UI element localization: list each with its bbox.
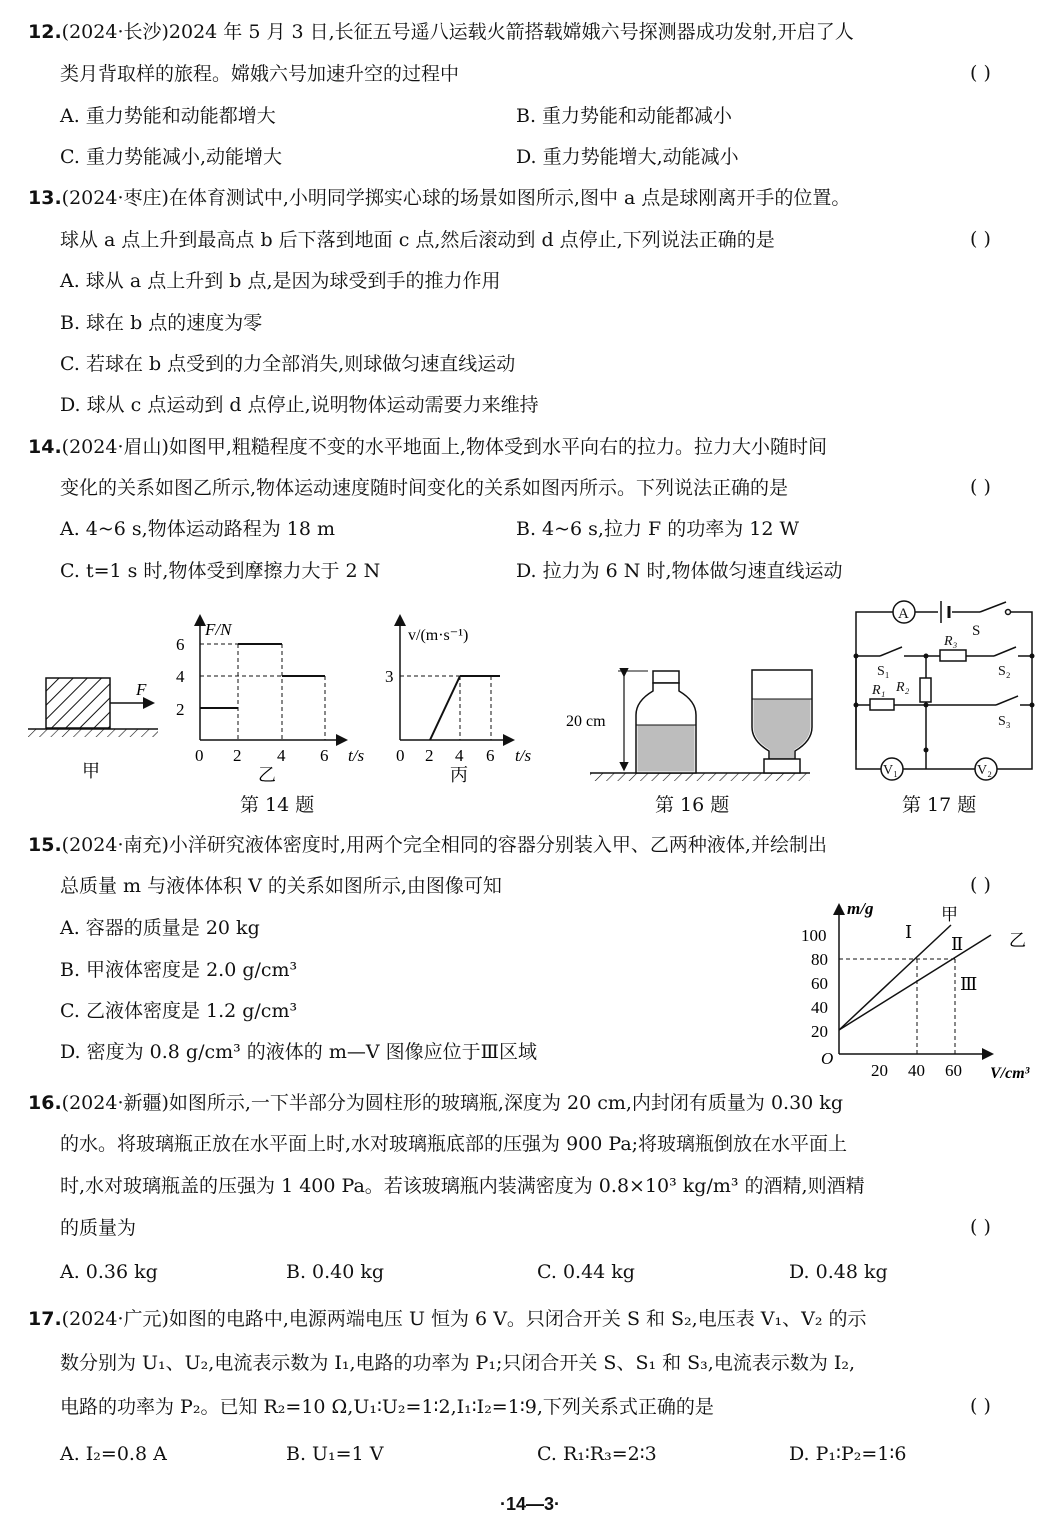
- q14-line1: [28, 435, 827, 459]
- q16-text-2: 的水。将玻璃瓶正放在水平面上时,水对玻璃瓶底部的压强为 900 Pa;将玻璃瓶倒放在水平面上: [60, 1133, 848, 1155]
- f-ytick-6: 6: [176, 635, 185, 654]
- m-ytick-20: 20: [811, 1022, 828, 1041]
- q12-option-a: A. 重力势能和动能都增大: [60, 105, 276, 127]
- fig-bing-label: 丙: [450, 765, 468, 785]
- m-xtick-40: 40: [908, 1061, 925, 1080]
- ammeter-label: A: [898, 606, 909, 622]
- m-origin: O: [821, 1049, 834, 1068]
- m-ytick-100: 100: [801, 926, 827, 945]
- q14-option-b: B. 4~6 s,拉力 F 的功率为 12 W: [516, 518, 800, 540]
- q16-number: 16.: [28, 1092, 62, 1114]
- caption-fig17: 第 17 题: [902, 794, 977, 816]
- q17-line1: [28, 1307, 866, 1331]
- fig-jia: [28, 678, 158, 781]
- fig16-bottles: [566, 670, 812, 781]
- q14-option-c: C. t=1 s 时,物体受到摩擦力大于 2 N: [60, 560, 381, 582]
- f-xtick-4: 4: [277, 746, 286, 765]
- fig-yi-F-t-chart: [176, 617, 364, 785]
- q13-option-c: C. 若球在 b 点受到的力全部消失,则球做匀速直线运动: [60, 353, 516, 375]
- q16-option-d: D. 0.48 kg: [789, 1261, 888, 1283]
- q16-text-4: 的质量为: [60, 1217, 137, 1239]
- water-inverted: [754, 699, 811, 758]
- v-ylabel: v/(m·s⁻¹): [408, 627, 469, 644]
- height-label: 20 cm: [566, 713, 606, 730]
- f-xtick-2: 2: [233, 746, 242, 765]
- m-xtick-20: 20: [871, 1061, 888, 1080]
- line-jia-label: 甲: [941, 905, 958, 924]
- q12-line1: [28, 20, 854, 44]
- f-series: [200, 644, 325, 708]
- m-xtick-60: 60: [945, 1061, 962, 1080]
- q15-number: 15.: [28, 834, 62, 856]
- q14-answer-paren: ( ): [970, 476, 991, 498]
- q12-text-1: (2024·长沙)2024 年 5 月 3 日,长征五号遥八运载火箭搭载嫦娥六号探测器成功发射,开启了人: [61, 21, 854, 43]
- r2-label: R₂: [896, 680, 910, 695]
- q15-text-2: 总质量 m 与液体体积 V 的关系如图所示,由图像可知: [60, 875, 502, 897]
- region-I: Ⅰ: [905, 922, 913, 942]
- q17-answer-paren: ( ): [970, 1395, 991, 1417]
- fig15-m-V-graph: [795, 898, 1045, 1088]
- r3-label: R₃: [944, 634, 958, 649]
- f-xtick-0: 0: [195, 746, 204, 765]
- v1-label: V₁: [883, 763, 898, 778]
- switch-s2: [994, 647, 1016, 656]
- page-number: ·14—3·: [499, 1494, 561, 1514]
- q15-text-1: (2024·南充)小洋研究液体密度时,用两个完全相同的容器分别装入甲、乙两种液体,并绘制出: [61, 834, 827, 856]
- q13-option-b: B. 球在 b 点的速度为零: [60, 312, 263, 334]
- switch-s3-label: S₃: [998, 714, 1011, 729]
- q16-answer-paren: ( ): [970, 1216, 991, 1238]
- figures-row: [0, 595, 1060, 825]
- q17-text-3: 电路的功率为 P₂。已知 R₂=10 Ω,U₁∶U₂=1∶2,I₁∶I₂=1∶9,下列关系式正确的是: [60, 1396, 714, 1418]
- force-label: F: [136, 680, 147, 699]
- fig-yi-label: 乙: [258, 765, 276, 785]
- v-series: [430, 676, 500, 740]
- q13-number: 13.: [28, 187, 62, 209]
- v-xtick-2: 2: [425, 746, 434, 765]
- fig17-circuit: [854, 601, 1035, 780]
- q14-option-d: D. 拉力为 6 N 时,物体做匀速直线运动: [516, 560, 843, 582]
- q15-option-a: A. 容器的质量是 20 kg: [60, 917, 260, 939]
- q13-text-1: (2024·枣庄)在体育测试中,小明同学掷实心球的场景如图所示,图中 a 点是球刚离开手的位置。: [61, 187, 851, 209]
- water-upright: [638, 725, 695, 772]
- switch-s2-label: S₂: [998, 664, 1011, 679]
- q15-option-d: D. 密度为 0.8 g/cm³ 的液体的 m—V 图像应位于Ⅲ区域: [60, 1041, 537, 1063]
- m-ytick-60: 60: [811, 974, 828, 993]
- f-xlabel: t/s: [348, 746, 365, 765]
- f-ytick-4: 4: [176, 667, 185, 686]
- q15-answer-paren: ( ): [970, 874, 991, 896]
- q17-option-a: A. I₂=0.8 A: [60, 1443, 167, 1465]
- q13-line1: [28, 186, 850, 210]
- q17-text-2: 数分别为 U₁、U₂,电流表示数为 I₁,电路的功率为 P₁;只闭合开关 S、S₁ 和 S₃,电流表示数为 I₂,: [60, 1352, 856, 1374]
- bottle-inverted: [752, 670, 812, 773]
- m-ytick-40: 40: [811, 998, 828, 1017]
- q12-option-b: B. 重力势能和动能都减小: [516, 105, 733, 127]
- q12-text-2: 类月背取样的旅程。嫦娥六号加速升空的过程中: [60, 63, 460, 85]
- switch-s1-label: S₁: [877, 664, 890, 679]
- region-III: Ⅲ: [960, 974, 978, 994]
- block: [46, 678, 110, 728]
- v-xtick-6: 6: [486, 746, 495, 765]
- caption-fig16: 第 16 题: [655, 794, 730, 816]
- q12-option-c: C. 重力势能减小,动能增大: [60, 146, 282, 168]
- q14-number: 14.: [28, 436, 62, 458]
- q13-option-d: D. 球从 c 点运动到 d 点停止,说明物体运动需要力来维持: [60, 394, 539, 416]
- switch-s1: [880, 647, 902, 656]
- q16-option-c: C. 0.44 kg: [537, 1261, 635, 1283]
- q17-number: 17.: [28, 1308, 62, 1330]
- q12-answer-paren: ( ): [970, 62, 991, 84]
- fig-bing-v-t-chart: [385, 617, 531, 785]
- v-xlabel: t/s: [515, 746, 532, 765]
- q13-answer-paren: ( ): [970, 228, 991, 250]
- f-ytick-2: 2: [176, 700, 185, 719]
- q12-option-d: D. 重力势能增大,动能减小: [516, 146, 739, 168]
- f-xtick-6: 6: [320, 746, 329, 765]
- table-surface: [590, 773, 810, 781]
- q12-number: 12.: [28, 21, 62, 43]
- line-yi-label: 乙: [1009, 931, 1026, 950]
- region-II: Ⅱ: [951, 934, 964, 954]
- q17-option-c: C. R₁∶R₃=2∶3: [537, 1443, 657, 1465]
- switch-s-label: S: [972, 623, 981, 639]
- q14-option-a: A. 4~6 s,物体运动路程为 18 m: [60, 518, 335, 540]
- q16-option-a: A. 0.36 kg: [60, 1261, 158, 1283]
- resistor-r1: [870, 699, 894, 710]
- q16-text-1: (2024·新疆)如图所示,一下半部分为圆柱形的玻璃瓶,深度为 20 cm,内封闭有质量为 0.30 kg: [61, 1092, 843, 1114]
- v-ytick-3: 3: [385, 667, 394, 686]
- switch-s3: [996, 696, 1018, 705]
- q16-option-b: B. 0.40 kg: [286, 1261, 385, 1283]
- q15-line1: [28, 833, 827, 857]
- m-ylabel: m/g: [847, 899, 874, 918]
- q14-text-1: (2024·眉山)如图甲,粗糙程度不变的水平地面上,物体受到水平向右的拉力。拉力大小随时间: [61, 436, 827, 458]
- q13-text-2: 球从 a 点上升到最高点 b 后下落到地面 c 点,然后滚动到 d 点停止,下列说法正确的是: [60, 229, 775, 251]
- q17-text-1: (2024·广元)如图的电路中,电源两端电压 U 恒为 6 V。只闭合开关 S 和 S₂,电压表 V₁、V₂ 的示: [61, 1308, 867, 1330]
- v-xtick-4: 4: [455, 746, 464, 765]
- q17-option-b: B. U₁=1 V: [286, 1443, 384, 1465]
- ground: [28, 729, 158, 737]
- r1-label: R₁: [872, 683, 886, 698]
- v2-label: V₂: [977, 763, 992, 778]
- line-jia: [839, 925, 951, 1030]
- caption-fig14: 第 14 题: [240, 794, 315, 816]
- m-ytick-80: 80: [811, 950, 828, 969]
- v-xtick-0: 0: [396, 746, 405, 765]
- bottle-upright: [636, 671, 696, 773]
- q15-option-c: C. 乙液体密度是 1.2 g/cm³: [60, 1000, 298, 1022]
- resistor-r3: [940, 650, 966, 661]
- q16-text-3: 时,水对玻璃瓶盖的压强为 1 400 Pa。若该玻璃瓶内装满密度为 0.8×10³ kg/m³ 的酒精,则酒精: [60, 1175, 865, 1197]
- q14-text-2: 变化的关系如图乙所示,物体运动速度随时间变化的关系如图丙所示。下列说法正确的是: [60, 477, 789, 499]
- fig-jia-label: 甲: [82, 761, 100, 781]
- q13-option-a: A. 球从 a 点上升到 b 点,是因为球受到手的推力作用: [60, 270, 501, 292]
- resistor-r2: [920, 678, 931, 702]
- m-xlabel: V/cm³: [990, 1065, 1030, 1082]
- q15-option-b: B. 甲液体密度是 2.0 g/cm³: [60, 959, 298, 981]
- q17-option-d: D. P₁∶P₂=1∶6: [789, 1443, 907, 1465]
- q16-line1: [28, 1091, 843, 1115]
- f-ylabel: F/N: [205, 620, 232, 639]
